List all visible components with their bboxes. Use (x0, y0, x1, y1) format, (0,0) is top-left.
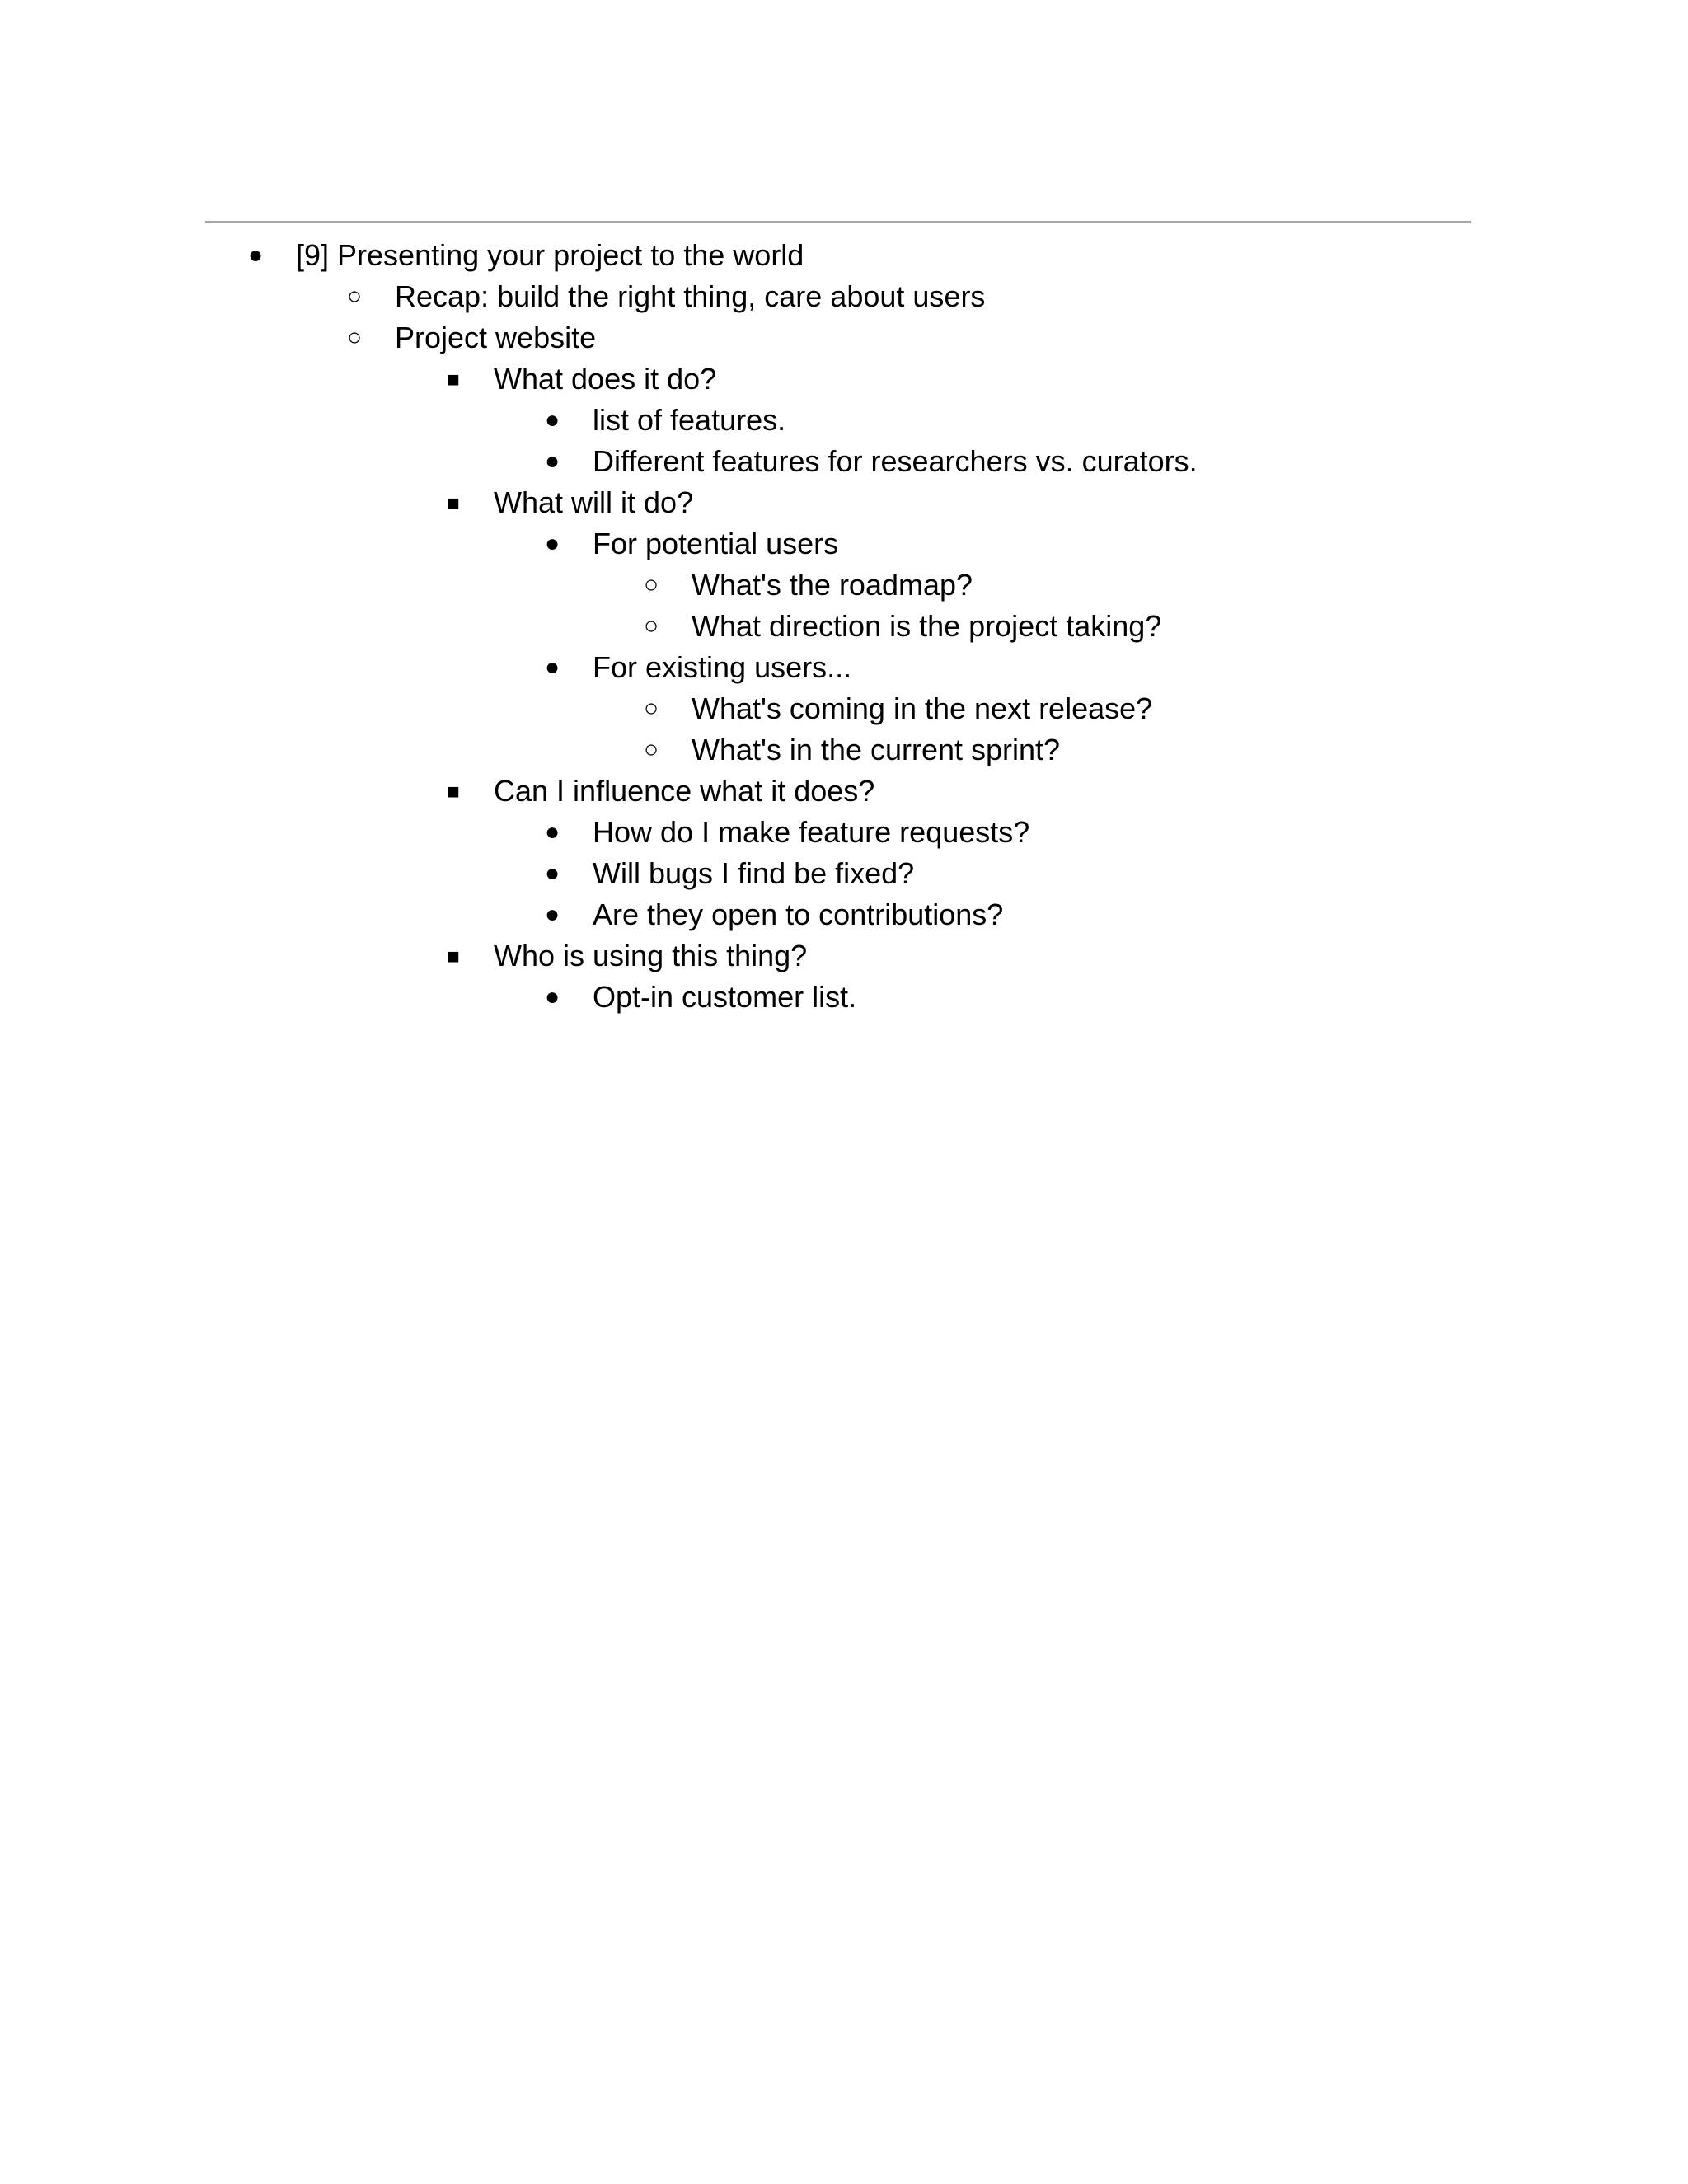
square-bullet-icon: ■ (447, 779, 460, 804)
list-item (0, 771, 1688, 812)
square-bullet-icon: ■ (447, 367, 460, 391)
filled-circle-bullet-icon: ● (544, 983, 560, 1010)
list-item (0, 812, 1688, 853)
list-item-text: What does it do? (494, 362, 717, 396)
list-item-text: Different features for researchers vs. curators. (593, 444, 1198, 478)
list-item-text: What direction is the project taking? (692, 609, 1162, 643)
list-item (0, 441, 1688, 482)
list-item-text: What's coming in the next release? (692, 691, 1153, 725)
list-item (0, 853, 1688, 894)
square-bullet-icon: ■ (447, 490, 460, 515)
filled-circle-bullet-icon: ● (544, 654, 560, 681)
list-item-text: For existing users... (593, 650, 852, 684)
filled-circle-bullet-icon: ● (544, 818, 560, 846)
list-item (0, 359, 1688, 400)
filled-circle-bullet-icon: ● (544, 530, 560, 557)
hollow-circle-bullet-icon: ○ (643, 571, 659, 598)
list-item-text: list of features. (593, 403, 786, 437)
list-item (0, 482, 1688, 523)
list-item (0, 523, 1688, 565)
list-item-text: [9] Presenting your project to the world (296, 238, 804, 272)
list-item-text: Who is using this thing? (494, 939, 808, 972)
list-item (0, 894, 1688, 935)
list-item (0, 400, 1688, 441)
list-item (0, 935, 1688, 977)
hollow-circle-bullet-icon: ○ (643, 612, 659, 640)
filled-circle-bullet-icon: ● (544, 860, 560, 887)
list-item (0, 565, 1688, 606)
list-item-text: Will bugs I find be fixed? (593, 856, 915, 890)
list-item (0, 276, 1688, 317)
list-item (0, 977, 1688, 1018)
list-item (0, 606, 1688, 647)
filled-circle-bullet-icon: ● (247, 241, 264, 269)
filled-circle-bullet-icon: ● (544, 901, 560, 928)
list-item-text: For potential users (593, 527, 839, 560)
hollow-circle-bullet-icon: ○ (346, 283, 363, 310)
horizontal-rule (205, 221, 1471, 223)
list-item-text: Are they open to contributions? (593, 898, 1004, 931)
list-item-text: Project website (395, 321, 597, 354)
list-item-text: What's the roadmap? (692, 568, 973, 602)
filled-circle-bullet-icon: ● (544, 406, 560, 434)
filled-circle-bullet-icon: ● (544, 448, 560, 475)
hollow-circle-bullet-icon: ○ (643, 736, 659, 763)
list-item (0, 729, 1688, 771)
list-item-text: Opt-in customer list. (593, 980, 857, 1014)
list-item-text: What's in the current sprint? (692, 733, 1061, 766)
list-item (0, 317, 1688, 359)
list-item (0, 647, 1688, 688)
list-item-text: Can I influence what it does? (494, 774, 875, 808)
hollow-circle-bullet-icon: ○ (346, 324, 363, 351)
hollow-circle-bullet-icon: ○ (643, 695, 659, 722)
square-bullet-icon: ■ (447, 944, 460, 968)
list-item-text: Recap: build the right thing, care about users (395, 279, 986, 313)
list-item (0, 235, 1688, 276)
list-item-text: How do I make feature requests? (593, 815, 1030, 849)
list-item-text: What will it do? (494, 485, 694, 519)
list-item (0, 688, 1688, 729)
bullet-outline (0, 235, 1688, 1018)
